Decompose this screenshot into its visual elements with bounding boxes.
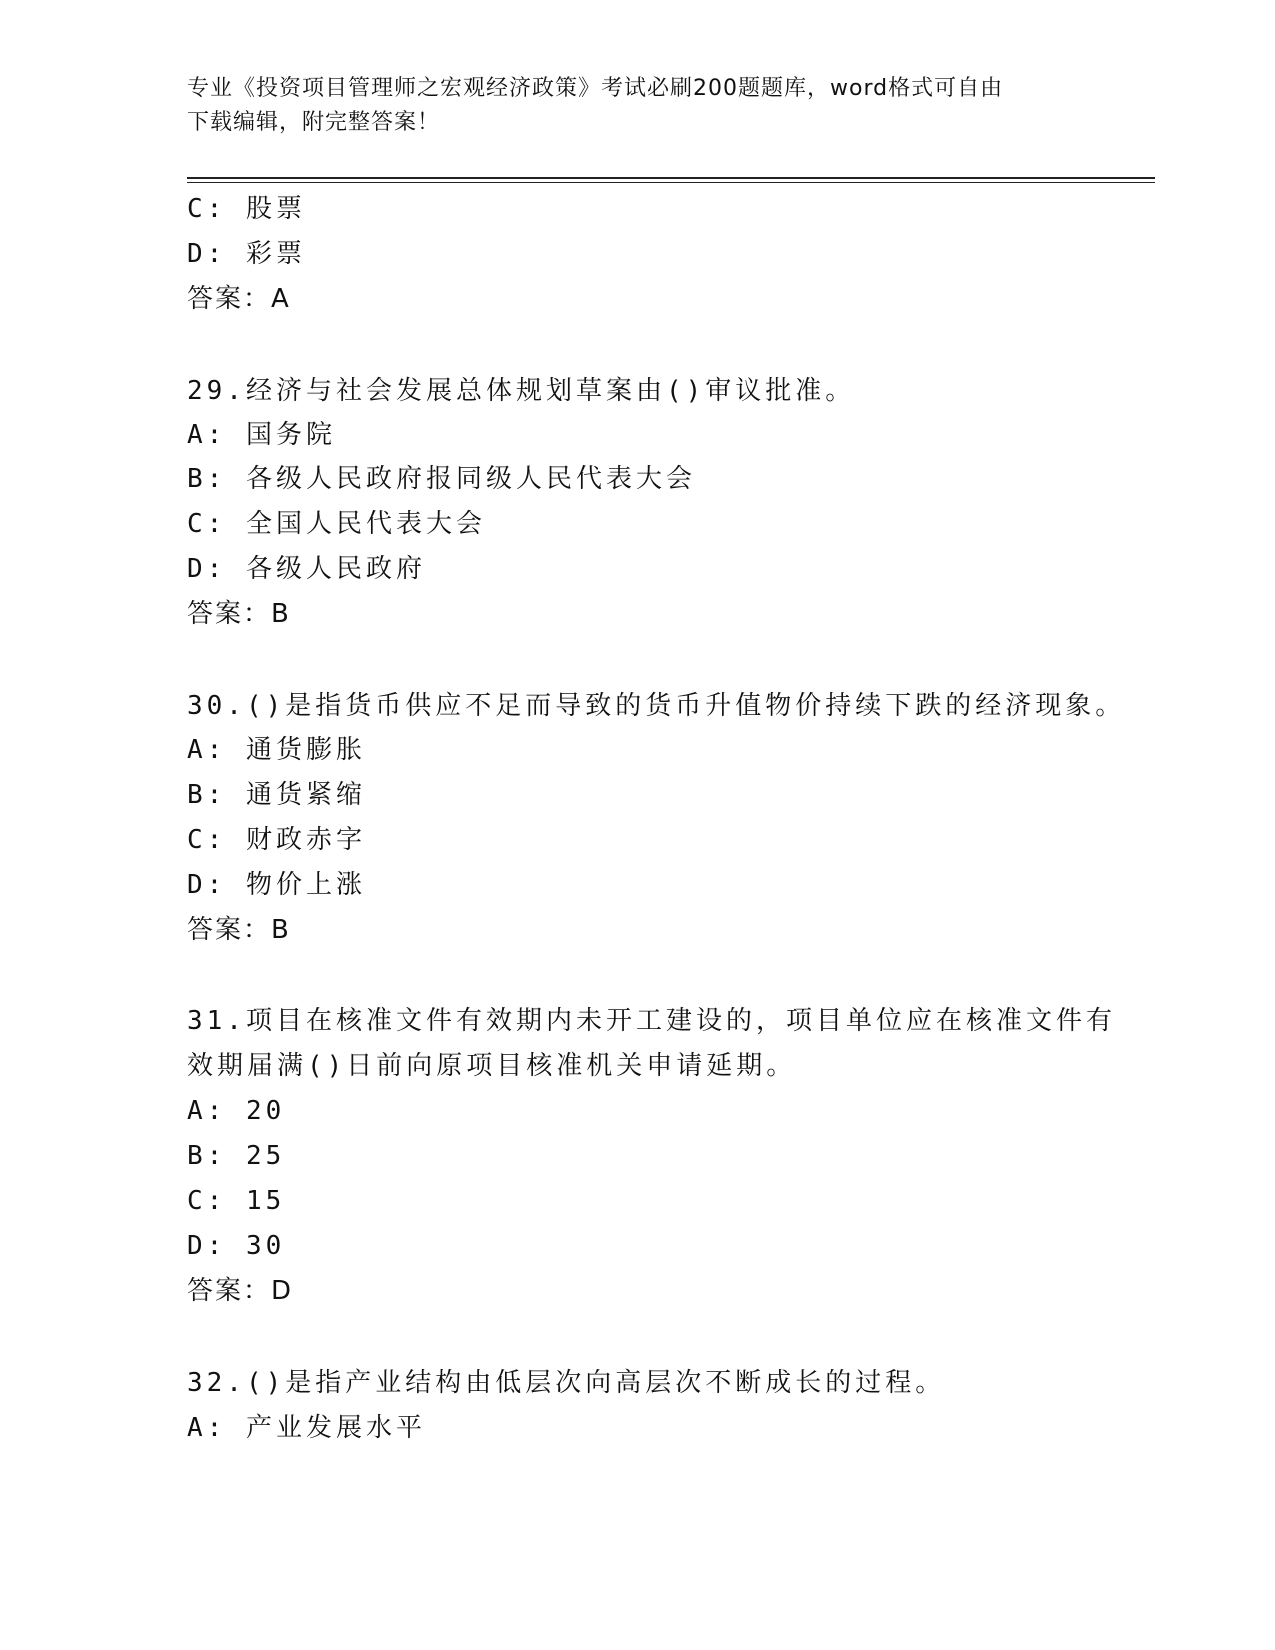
q30-option-a: A: 通货膨胀 [187,735,366,765]
answer-value: D [271,1276,294,1306]
prev-option-d: D: 彩票 [187,239,306,269]
q31-stem-line-1: 31.项目在核准文件有效期内未开工建设的，项目单位应在核准文件有 [187,1006,1116,1036]
q29-option-d: D: 各级人民政府 [187,554,426,584]
answer-label: 答案： [187,1276,272,1306]
prev-answer [187,282,291,316]
document-header [187,72,1087,140]
q31-stem-line-2: 效期届满()日前向原项目核准机关申请延期。 [187,1051,797,1081]
q31-option-b: B: 25 [187,1141,286,1171]
answer-value: B [271,915,291,945]
answer-label: 答案： [187,284,272,314]
q30-option-d: D: 物价上涨 [187,870,366,900]
answer-value: B [271,599,291,629]
q29-option-c: C: 全国人民代表大会 [187,509,486,539]
q31-option-a: A: 20 [187,1096,286,1126]
prev-option-c: C: 股票 [187,194,306,224]
header-line-2: 下载编辑，附完整答案！ [187,110,441,135]
header-rule-thin [187,182,1155,183]
q32-option-a: A: 产业发展水平 [187,1413,426,1443]
q29-answer [187,597,291,631]
q29-option-b: B: 各级人民政府报同级人民代表大会 [187,464,696,494]
q30-option-b: B: 通货紧缩 [187,780,366,810]
q30-option-c: C: 财政赤字 [187,825,366,855]
q29-stem: 29.经济与社会发展总体规划草案由()审议批准。 [187,376,856,406]
q31-option-c: C: 15 [187,1186,286,1216]
header-rule-thick [187,177,1155,179]
answer-label: 答案： [187,599,272,629]
header-line-1: 专业《投资项目管理师之宏观经济政策》考试必刷200题题库，word格式可自由 [187,76,1004,101]
q30-answer [187,913,291,947]
q29-option-a: A: 国务院 [187,420,336,450]
q31-option-d: D: 30 [187,1231,286,1261]
q32-stem: 32.()是指产业结构由低层次向高层次不断成长的过程。 [187,1368,946,1398]
answer-label: 答案： [187,915,272,945]
q31-answer [187,1274,293,1308]
q30-stem: 30.()是指货币供应不足而导致的货币升值物价持续下跌的经济现象。 [187,691,1126,721]
answer-value: A [271,284,291,314]
